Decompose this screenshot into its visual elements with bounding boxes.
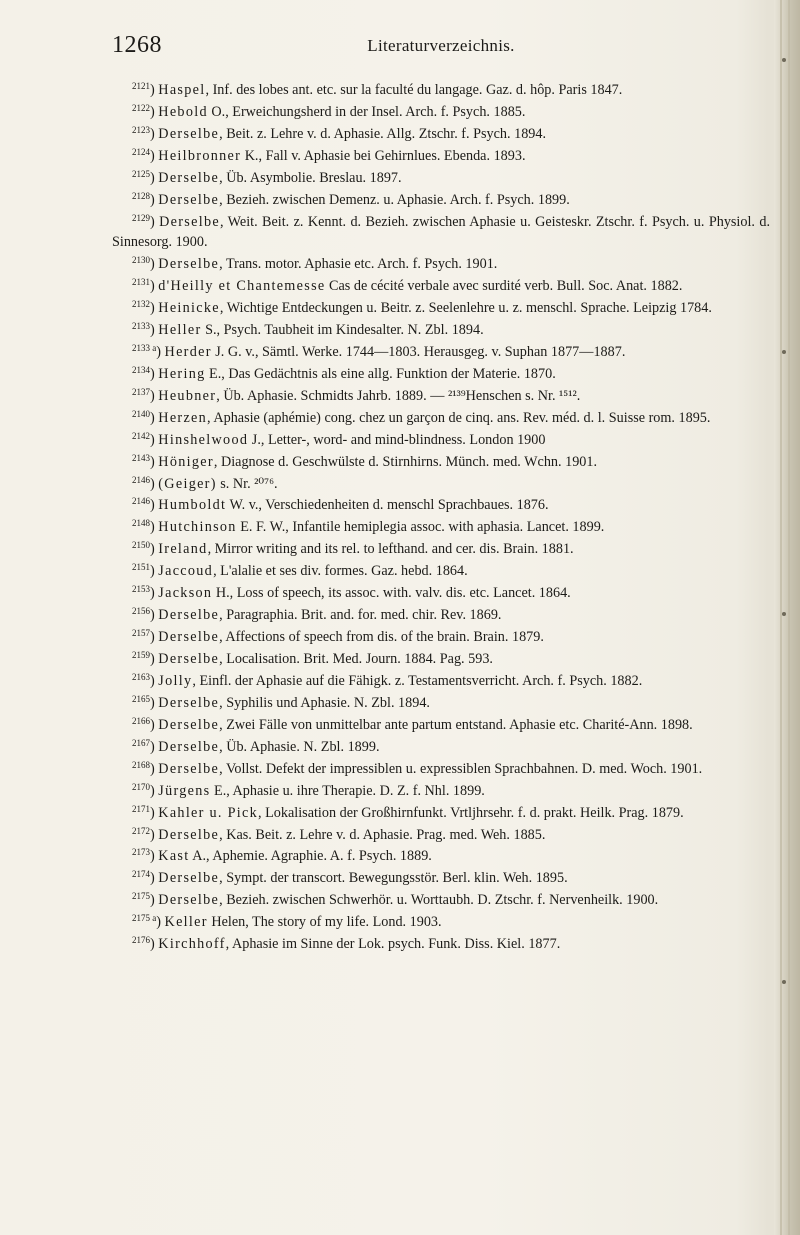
entry-number-paren: ) (150, 103, 159, 120)
bibliography-entry (112, 124, 770, 145)
entry-number: 2174 (132, 869, 150, 880)
entry-number-paren: ) (150, 629, 159, 646)
entry-number-paren: ) (150, 387, 159, 404)
entry-number-paren: ) (156, 343, 165, 360)
entry-author: Derselbe (158, 738, 220, 755)
bibliography-entry (112, 561, 770, 582)
bibliography-entry (112, 715, 770, 736)
page-number: 1268 (112, 32, 162, 58)
edge-mark (782, 350, 786, 354)
entry-number: 2165 (132, 693, 150, 704)
bibliography-entry (112, 146, 770, 167)
entry-number-paren: ) (150, 519, 159, 536)
entry-number-paren: ) (150, 169, 159, 186)
entry-citation: , Üb. Aphasie. Schmidts Jahrb. 1889. — ²¹³⁹Henschen s. Nr. ¹⁵¹². (216, 387, 581, 404)
entry-number-paren: ) (150, 672, 159, 689)
bibliography-entry (112, 737, 770, 758)
entry-author: Hutchinson (158, 519, 237, 536)
entry-number: 2146 (132, 496, 150, 507)
entry-number-paren: ) (150, 826, 159, 843)
bibliography-entry (112, 605, 770, 626)
bibliography-entry (112, 80, 770, 101)
edge-mark (782, 612, 786, 616)
entry-author: Hebold (158, 103, 208, 120)
entry-author: Jackson (158, 585, 213, 602)
entry-number-paren: ) (150, 475, 159, 492)
entry-number: 2132 (132, 299, 150, 310)
entry-author: Derselbe (158, 694, 220, 711)
entry-citation: E. F. W., Infantile hemiplegia assoc. with aphasia. Lancet. 1899. (236, 519, 605, 536)
entry-author: Kast (158, 848, 190, 865)
entry-number-paren: ) (150, 563, 159, 580)
bibliography-entry (112, 495, 770, 516)
entry-citation: O., Erweichungsherd in der Insel. Arch. f. Psych. 1885. (207, 103, 526, 120)
entry-number-paren: ) (150, 585, 159, 602)
running-title: Literaturverzeichnis. (367, 36, 515, 55)
entry-citation: , Üb. Aphasie. N. Zbl. 1899. (219, 738, 380, 755)
entry-author: Kahler u. Pick (158, 804, 259, 821)
entry-number: 2150 (132, 540, 150, 551)
entry-citation: , Zwei Fälle von unmittelbar ante partum entstand. Aphasie etc. Charité-Ann. 1898. (219, 716, 693, 733)
entry-author: Derselbe (158, 125, 220, 142)
entry-author: Höniger (158, 453, 214, 470)
entry-citation: A., Aphemie. Agraphie. A. f. Psych. 1889. (189, 848, 432, 865)
entry-author: Ireland (158, 541, 208, 558)
entry-number-paren: ) (150, 431, 159, 448)
entry-citation: , Kas. Beit. z. Lehre v. d. Aphasie. Prag. med. Weh. 1885. (219, 826, 546, 843)
bibliography-entry (112, 342, 770, 363)
entry-number-paren: ) (150, 651, 159, 668)
entry-number: 2151 (132, 562, 150, 573)
entry-author: Jolly (158, 672, 193, 689)
entry-number: 2148 (132, 518, 150, 529)
entry-citation: K., Fall v. Aphasie bei Gehirnlues. Ebenda. 1893. (241, 147, 526, 164)
entry-citation: Cas de cécité verbale avec surdité verb. Bull. Soc. Anat. 1882. (325, 278, 683, 295)
entry-citation: , Vollst. Defekt der impressiblen u. expressiblen Sprachbahnen. D. med. Woch. 1901. (219, 760, 703, 777)
entry-citation: S., Psych. Taubheit im Kindesalter. N. Zbl. 1894. (201, 321, 484, 338)
bibliography-entry (112, 474, 770, 495)
entry-citation: , Bezieh. zwischen Schwerhör. u. Worttaubh. D. Ztschr. f. Nervenheilk. 1900. (219, 892, 659, 909)
entry-author: Derselbe (158, 760, 220, 777)
entry-author: Herzen (158, 409, 208, 426)
entry-author: Humboldt (158, 497, 227, 514)
entry-number: 2170 (132, 781, 150, 792)
page-header (112, 32, 770, 64)
bibliography-entry (112, 693, 770, 714)
entry-number-paren: ) (150, 365, 159, 382)
entry-number: 2176 (132, 935, 150, 946)
entry-number: 2173 (132, 847, 150, 858)
edge-mark (782, 980, 786, 984)
entry-number-paren: ) (150, 804, 159, 821)
entry-author: Jürgens (158, 782, 211, 799)
entry-author: Heinicke (158, 300, 220, 317)
entry-number: 2153 (132, 584, 150, 595)
entry-number-paren: ) (150, 870, 159, 887)
bibliography-entry (112, 408, 770, 429)
entry-number-paren: ) (150, 147, 159, 164)
entry-citation: , Aphasie (aphémie) cong. chez un garçon de cinq. ans. Rev. méd. d. l. Suisse rom. 1895. (207, 409, 711, 426)
entry-number: 2167 (132, 737, 150, 748)
entry-number: 2175 a (132, 913, 157, 924)
entry-citation: , Lokalisation der Großhirnfunkt. Vrtljhrsehr. f. d. prakt. Heilk. Prag. 1879. (258, 804, 684, 821)
entry-author: Derselbe (158, 256, 220, 273)
bibliography-entry (112, 276, 770, 297)
entry-author: Kirchhoff (158, 936, 226, 953)
entry-author: Derselbe (159, 213, 220, 230)
entry-number-paren: ) (150, 82, 159, 98)
entry-number: 2134 (132, 364, 150, 375)
entry-number: 2133 (132, 320, 150, 331)
entry-citation: E., Das Gedächtnis als eine allg. Funktion der Materie. 1870. (205, 365, 556, 382)
entry-author: d'Heilly et Chantemesse (158, 278, 326, 295)
entry-number-paren: ) (150, 541, 159, 558)
entry-citation: , Trans. motor. Aphasie etc. Arch. f. Psych. 1901. (219, 256, 498, 273)
entry-number-paren: ) (150, 760, 159, 777)
entry-number: 2157 (132, 628, 150, 639)
entry-author: Derselbe (158, 651, 220, 668)
entry-number: 2142 (132, 430, 150, 441)
entry-citation: , Üb. Asymbolie. Breslau. 1897. (219, 169, 402, 186)
entry-number-paren: ) (150, 782, 159, 799)
entry-citation: H., Loss of speech, its assoc. with. valv. dis. etc. Lancet. 1864. (212, 585, 571, 602)
entry-author: Derselbe (158, 629, 220, 646)
entry-number: 2168 (132, 759, 150, 770)
entry-author: Heilbronner (158, 147, 242, 164)
entry-number: 2122 (132, 102, 150, 113)
entry-number-paren: ) (150, 848, 159, 865)
entry-number: 2166 (132, 715, 150, 726)
entry-number-paren: ) (150, 716, 159, 733)
edge-mark (782, 58, 786, 62)
entry-number: 2163 (132, 671, 150, 682)
entry-author: Keller (164, 914, 208, 931)
bibliography-entry (112, 190, 770, 211)
bibliography-entry (112, 912, 770, 933)
entry-number: 2129 (132, 212, 150, 223)
entry-number-paren: ) (150, 694, 159, 711)
entry-number-paren: ) (150, 278, 159, 295)
bibliography-entry (112, 539, 770, 560)
entry-number: 2159 (132, 650, 150, 661)
entry-number: 2131 (132, 277, 150, 288)
entry-number-paren: ) (150, 409, 159, 426)
bibliography-entry (112, 868, 770, 889)
entry-citation: , Bezieh. zwischen Demenz. u. Aphasie. Arch. f. Psych. 1899. (219, 191, 570, 208)
entry-number: 2171 (132, 803, 150, 814)
entry-citation: W. v., Verschiedenheiten d. menschl Sprachbaues. 1876. (226, 497, 549, 514)
entry-citation: , Einfl. der Aphasie auf die Fähigk. z. Testamentsverricht. Arch. f. Psych. 1882. (192, 672, 643, 689)
bibliography-entry (112, 671, 770, 692)
entry-number-paren: ) (150, 892, 159, 909)
entry-number-paren: ) (156, 914, 165, 931)
entry-citation: , Localisation. Brit. Med. Journ. 1884. Pag. 593. (219, 651, 493, 668)
entry-number-paren: ) (150, 256, 159, 273)
bibliography-entry (112, 583, 770, 604)
entry-author: Derselbe (158, 870, 220, 887)
entry-number: 2172 (132, 825, 150, 836)
entry-number-paren: ) (150, 125, 159, 142)
entry-author: Hinshelwood (158, 431, 249, 448)
bibliography-entry (112, 846, 770, 867)
entry-number-paren: ) (150, 607, 159, 624)
entry-number-paren: ) (150, 497, 159, 514)
entry-citation: , Inf. des lobes ant. etc. sur la faculté du langage. Gaz. d. hôp. Paris 1847. (205, 82, 623, 98)
bibliography-entry (112, 212, 770, 253)
bibliography-entry (112, 825, 770, 846)
bibliography-entry (112, 168, 770, 189)
edge-line (780, 0, 782, 1235)
entry-author: Herder (164, 343, 212, 360)
entry-number: 2146 (132, 474, 150, 485)
entry-number: 2130 (132, 255, 150, 266)
bibliography-entry (112, 890, 770, 911)
entry-number-paren: ) (150, 213, 160, 230)
entry-author: Heller (158, 321, 202, 338)
entry-number: 2156 (132, 606, 150, 617)
entry-number-paren: ) (150, 453, 159, 470)
edge-line (788, 0, 790, 1235)
bibliography-entry (112, 386, 770, 407)
entry-number-paren: ) (150, 300, 159, 317)
entry-citation: , Diagnose d. Geschwülste d. Stirnhirns. Münch. med. Wchn. 1901. (213, 453, 598, 470)
entry-number: 2124 (132, 146, 150, 157)
entry-author: Haspel (158, 82, 206, 98)
bibliography-entry (112, 649, 770, 670)
entry-citation: J. G. v., Sämtl. Werke. 1744—1803. Herausgeg. v. Suphan 1877—1887. (211, 343, 626, 360)
entry-citation: , Beit. z. Lehre v. d. Aphasie. Allg. Ztschr. f. Psych. 1894. (219, 125, 547, 142)
entry-number-paren: ) (150, 191, 159, 208)
entry-number: 2175 (132, 891, 150, 902)
entry-author: Derselbe (158, 169, 220, 186)
entry-author: Derselbe (158, 826, 220, 843)
entry-citation: , Sympt. der transcort. Bewegungsstör. Berl. klin. Weh. 1895. (219, 870, 568, 887)
entry-citation: , Wichtige Entdeckungen u. Beitr. z. Seelenlehre u. z. menschl. Sprache. Leipzig 1784. (219, 300, 712, 317)
bibliography-entry (112, 759, 770, 780)
entry-citation: , L'alalie et ses div. formes. Gaz. hebd. 1864. (213, 563, 468, 580)
entry-number: 2140 (132, 408, 150, 419)
entry-number-paren: ) (150, 321, 159, 338)
entry-citation: , Mirror writing and its rel. to lefthand. and cer. dis. Brain. 1881. (207, 541, 574, 558)
bibliography-list (112, 80, 770, 956)
entry-number: 2133 a (132, 342, 157, 353)
entry-number: 2123 (132, 124, 150, 135)
bibliography-entry (112, 803, 770, 824)
entry-number: 2121 (132, 81, 150, 91)
bibliography-entry (112, 320, 770, 341)
bibliography-entry (112, 934, 770, 955)
page-edge (774, 0, 800, 1235)
bibliography-entry (112, 254, 770, 275)
bibliography-entry (112, 781, 770, 802)
entry-number-paren: ) (150, 936, 159, 953)
entry-author: (Geiger) (158, 475, 217, 492)
entry-citation: s. Nr. ²⁰⁷⁶. (216, 475, 278, 492)
entry-citation: J., Letter-, word- and mind-blindness. London 1900 (248, 431, 546, 448)
entry-citation: , Aphasie im Sinne der Lok. psych. Funk. Diss. Kiel. 1877. (225, 936, 561, 953)
bibliography-entry (112, 627, 770, 648)
entry-author: Hering (158, 365, 206, 382)
entry-number: 2143 (132, 452, 150, 463)
bibliography-entry (112, 452, 770, 473)
entry-author: Derselbe (158, 716, 220, 733)
bibliography-entry (112, 102, 770, 123)
entry-number: 2137 (132, 386, 150, 397)
entry-author: Jaccoud (158, 563, 214, 580)
entry-author: Derselbe (158, 892, 220, 909)
entry-citation: , Paragraphia. Brit. and. for. med. chir. Rev. 1869. (219, 607, 502, 624)
entry-author: Derselbe (158, 607, 220, 624)
entry-citation: , Syphilis und Aphasie. N. Zbl. 1894. (219, 694, 430, 711)
bibliography-entry (112, 517, 770, 538)
entry-citation: Helen, The story of my life. Lond. 1903. (207, 914, 442, 931)
bibliography-entry (112, 298, 770, 319)
bibliography-entry (112, 364, 770, 385)
entry-number: 2125 (132, 168, 150, 179)
entry-number: 2128 (132, 190, 150, 201)
entry-author: Heubner (158, 387, 217, 404)
entry-citation: E., Aphasie u. ihre Therapie. D. Z. f. Nhl. 1899. (210, 782, 485, 799)
entry-author: Derselbe (158, 191, 220, 208)
entry-number-paren: ) (150, 738, 159, 755)
entry-citation: , Affections of speech from dis. of the brain. Brain. 1879. (219, 629, 544, 646)
entry-citation: , Weit. Beit. z. Kennt. d. Bezieh. zwischen Aphasie u. Geisteskr. Ztschr. f. Psych. u. Physiol. d. Sinnesorg. 1900. (112, 213, 770, 251)
bibliography-entry (112, 430, 770, 451)
